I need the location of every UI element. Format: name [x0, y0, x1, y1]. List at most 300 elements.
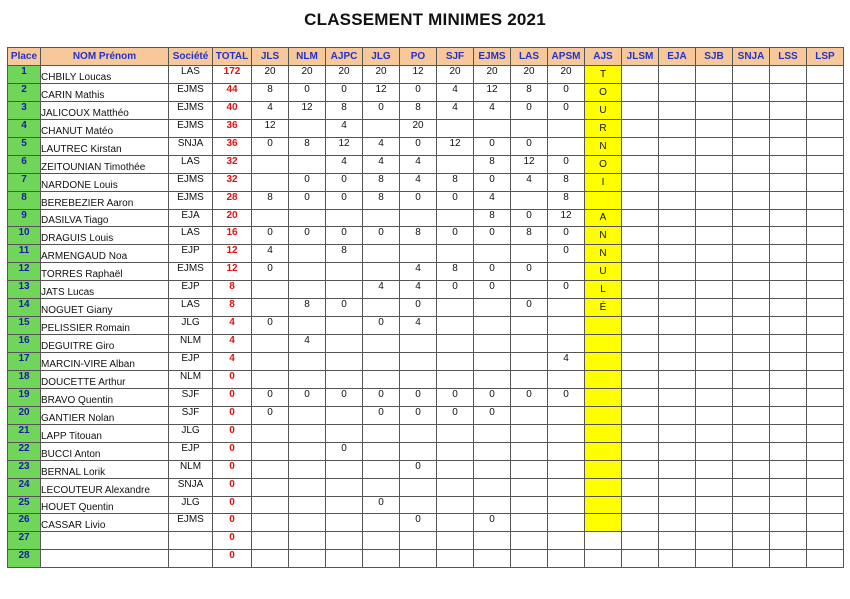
score-cell: 0	[437, 406, 474, 424]
score-cell	[326, 550, 363, 568]
score-cell: 0	[474, 388, 511, 406]
score-cell	[437, 155, 474, 173]
empty-score-cell	[733, 66, 770, 84]
score-cell: 0	[548, 101, 585, 119]
empty-score-cell	[733, 281, 770, 299]
ajs-cell: R	[585, 119, 622, 137]
score-cell: 0	[326, 227, 363, 245]
score-cell	[511, 245, 548, 263]
ajs-cell: O	[585, 155, 622, 173]
score-cell	[474, 478, 511, 496]
column-header: EJA	[659, 48, 696, 66]
total-cell: 0	[213, 532, 252, 550]
score-cell: 0	[252, 137, 289, 155]
score-cell: 0	[400, 514, 437, 532]
score-cell	[474, 442, 511, 460]
score-cell: 0	[289, 83, 326, 101]
score-cell	[289, 424, 326, 442]
empty-score-cell	[696, 353, 733, 371]
empty-score-cell	[622, 388, 659, 406]
total-cell: 16	[213, 227, 252, 245]
score-cell	[289, 406, 326, 424]
table-row	[8, 263, 844, 281]
score-cell: 8	[511, 227, 548, 245]
empty-score-cell	[770, 550, 807, 568]
empty-score-cell	[770, 353, 807, 371]
column-header: Société	[169, 48, 213, 66]
ajs-cell: O	[585, 83, 622, 101]
name-cell: CASSAR Livio	[41, 514, 169, 532]
ajs-cell	[585, 478, 622, 496]
empty-score-cell	[622, 66, 659, 84]
score-cell	[289, 245, 326, 263]
score-cell: 0	[400, 83, 437, 101]
score-cell	[474, 317, 511, 335]
table-row	[8, 119, 844, 137]
score-cell	[289, 550, 326, 568]
total-cell: 0	[213, 550, 252, 568]
score-cell: 8	[474, 155, 511, 173]
total-cell: 36	[213, 119, 252, 137]
score-cell	[252, 353, 289, 371]
score-cell	[289, 532, 326, 550]
empty-score-cell	[659, 532, 696, 550]
total-cell: 44	[213, 83, 252, 101]
empty-score-cell	[807, 173, 844, 191]
empty-score-cell	[696, 209, 733, 227]
score-cell: 20	[363, 66, 400, 84]
score-cell	[363, 119, 400, 137]
score-cell	[363, 263, 400, 281]
score-cell: 8	[326, 245, 363, 263]
score-cell	[474, 370, 511, 388]
score-cell	[548, 299, 585, 317]
name-cell: DASILVA Tiago	[41, 209, 169, 227]
score-cell	[511, 281, 548, 299]
score-cell: 0	[252, 388, 289, 406]
score-cell	[548, 137, 585, 155]
empty-score-cell	[733, 227, 770, 245]
score-cell: 8	[511, 83, 548, 101]
score-cell: 0	[289, 173, 326, 191]
score-cell: 0	[252, 263, 289, 281]
score-cell	[437, 209, 474, 227]
empty-score-cell	[807, 514, 844, 532]
empty-score-cell	[807, 424, 844, 442]
score-cell: 0	[400, 388, 437, 406]
score-cell: 20	[511, 66, 548, 84]
societe-cell: EJMS	[169, 101, 213, 119]
score-cell: 4	[363, 155, 400, 173]
empty-score-cell	[770, 137, 807, 155]
score-cell	[326, 478, 363, 496]
score-cell: 0	[511, 388, 548, 406]
score-cell	[289, 317, 326, 335]
empty-score-cell	[807, 532, 844, 550]
ranking-table	[7, 47, 844, 568]
societe-cell: SNJA	[169, 478, 213, 496]
score-cell	[400, 496, 437, 514]
score-cell	[437, 245, 474, 263]
empty-score-cell	[770, 245, 807, 263]
empty-score-cell	[770, 299, 807, 317]
score-cell: 8	[474, 209, 511, 227]
societe-cell: EJP	[169, 442, 213, 460]
empty-score-cell	[622, 173, 659, 191]
societe-cell: SNJA	[169, 137, 213, 155]
place-cell: 11	[8, 245, 41, 263]
score-cell: 0	[326, 442, 363, 460]
empty-score-cell	[733, 317, 770, 335]
score-cell: 4	[511, 173, 548, 191]
score-cell	[289, 353, 326, 371]
column-header: EJMS	[474, 48, 511, 66]
score-cell: 4	[252, 245, 289, 263]
name-cell: PELISSIER Romain	[41, 317, 169, 335]
empty-score-cell	[807, 191, 844, 209]
ajs-cell	[585, 460, 622, 478]
total-cell: 8	[213, 299, 252, 317]
empty-score-cell	[807, 353, 844, 371]
score-cell: 4	[363, 137, 400, 155]
score-cell: 0	[400, 406, 437, 424]
empty-score-cell	[659, 137, 696, 155]
societe-cell: EJP	[169, 353, 213, 371]
score-cell: 0	[289, 227, 326, 245]
empty-score-cell	[807, 496, 844, 514]
score-cell	[511, 406, 548, 424]
score-cell	[326, 496, 363, 514]
score-cell	[252, 478, 289, 496]
score-cell: 8	[252, 83, 289, 101]
table-row	[8, 155, 844, 173]
score-cell	[548, 335, 585, 353]
score-cell: 4	[400, 281, 437, 299]
score-cell	[548, 406, 585, 424]
empty-score-cell	[696, 532, 733, 550]
societe-cell: EJMS	[169, 263, 213, 281]
score-cell: 0	[474, 137, 511, 155]
total-cell: 8	[213, 281, 252, 299]
column-header: JLG	[363, 48, 400, 66]
empty-score-cell	[733, 388, 770, 406]
ajs-cell	[585, 442, 622, 460]
empty-score-cell	[733, 299, 770, 317]
place-cell: 9	[8, 209, 41, 227]
score-cell	[548, 478, 585, 496]
score-cell	[363, 442, 400, 460]
empty-score-cell	[659, 66, 696, 84]
societe-cell: JLG	[169, 496, 213, 514]
empty-score-cell	[733, 406, 770, 424]
empty-score-cell	[659, 514, 696, 532]
total-cell: 0	[213, 442, 252, 460]
ajs-cell	[585, 406, 622, 424]
empty-score-cell	[622, 263, 659, 281]
empty-score-cell	[696, 335, 733, 353]
empty-score-cell	[622, 227, 659, 245]
score-cell: 12	[326, 137, 363, 155]
score-cell	[511, 335, 548, 353]
score-cell: 8	[548, 191, 585, 209]
column-header: SJF	[437, 48, 474, 66]
empty-score-cell	[807, 263, 844, 281]
score-cell	[400, 442, 437, 460]
score-cell	[437, 317, 474, 335]
score-cell: 0	[474, 514, 511, 532]
empty-score-cell	[622, 353, 659, 371]
ajs-cell	[585, 191, 622, 209]
empty-score-cell	[659, 173, 696, 191]
table-row	[8, 532, 844, 550]
empty-score-cell	[807, 119, 844, 137]
column-header: NOM Prénom	[41, 48, 169, 66]
score-cell: 0	[548, 155, 585, 173]
column-header: NLM	[289, 48, 326, 66]
score-cell: 0	[363, 101, 400, 119]
total-cell: 32	[213, 173, 252, 191]
name-cell: CHANUT Matéo	[41, 119, 169, 137]
column-header: TOTAL	[213, 48, 252, 66]
empty-score-cell	[733, 353, 770, 371]
score-cell: 0	[437, 191, 474, 209]
score-cell: 8	[252, 191, 289, 209]
score-cell	[511, 424, 548, 442]
score-cell	[474, 532, 511, 550]
score-cell: 0	[252, 227, 289, 245]
empty-score-cell	[770, 514, 807, 532]
empty-score-cell	[659, 209, 696, 227]
empty-score-cell	[770, 101, 807, 119]
score-cell	[400, 478, 437, 496]
ajs-cell: L	[585, 281, 622, 299]
score-cell	[400, 209, 437, 227]
place-cell: 22	[8, 442, 41, 460]
empty-score-cell	[622, 191, 659, 209]
score-cell	[363, 550, 400, 568]
score-cell	[326, 209, 363, 227]
score-cell	[326, 281, 363, 299]
score-cell	[548, 550, 585, 568]
ajs-cell: I	[585, 173, 622, 191]
score-cell	[474, 119, 511, 137]
empty-score-cell	[659, 353, 696, 371]
empty-score-cell	[807, 478, 844, 496]
place-cell: 10	[8, 227, 41, 245]
score-cell: 0	[400, 191, 437, 209]
score-cell	[437, 532, 474, 550]
empty-score-cell	[622, 496, 659, 514]
empty-score-cell	[622, 101, 659, 119]
empty-score-cell	[770, 263, 807, 281]
societe-cell: EJMS	[169, 83, 213, 101]
score-cell	[437, 353, 474, 371]
societe-cell: LAS	[169, 155, 213, 173]
score-cell: 8	[400, 101, 437, 119]
societe-cell: SJF	[169, 406, 213, 424]
name-cell: BEREBEZIER Aaron	[41, 191, 169, 209]
place-cell: 16	[8, 335, 41, 353]
total-cell: 0	[213, 370, 252, 388]
score-cell	[326, 370, 363, 388]
empty-score-cell	[733, 263, 770, 281]
name-cell: HOUET Quentin	[41, 496, 169, 514]
place-cell: 15	[8, 317, 41, 335]
score-cell: 0	[474, 173, 511, 191]
place-cell: 21	[8, 424, 41, 442]
empty-score-cell	[659, 496, 696, 514]
empty-score-cell	[733, 119, 770, 137]
total-cell: 32	[213, 155, 252, 173]
empty-score-cell	[807, 299, 844, 317]
score-cell: 4	[252, 101, 289, 119]
name-cell: BUCCI Anton	[41, 442, 169, 460]
empty-score-cell	[696, 406, 733, 424]
empty-score-cell	[770, 496, 807, 514]
score-cell: 8	[437, 173, 474, 191]
empty-score-cell	[807, 442, 844, 460]
score-cell	[289, 119, 326, 137]
score-cell	[289, 496, 326, 514]
score-cell: 0	[474, 406, 511, 424]
empty-score-cell	[696, 173, 733, 191]
score-cell	[326, 424, 363, 442]
ajs-cell: T	[585, 66, 622, 84]
societe-cell: LAS	[169, 227, 213, 245]
table-header-row	[8, 48, 844, 66]
score-cell	[511, 496, 548, 514]
empty-score-cell	[659, 245, 696, 263]
score-cell: 4	[400, 155, 437, 173]
empty-score-cell	[696, 245, 733, 263]
table-row	[8, 245, 844, 263]
score-cell: 0	[437, 227, 474, 245]
table-row	[8, 209, 844, 227]
place-cell: 8	[8, 191, 41, 209]
empty-score-cell	[807, 335, 844, 353]
name-cell: LAUTREC Kirstan	[41, 137, 169, 155]
empty-score-cell	[622, 119, 659, 137]
empty-score-cell	[622, 155, 659, 173]
score-cell	[474, 550, 511, 568]
empty-score-cell	[659, 317, 696, 335]
empty-score-cell	[770, 388, 807, 406]
score-cell: 4	[326, 119, 363, 137]
societe-cell: EJP	[169, 281, 213, 299]
total-cell: 0	[213, 496, 252, 514]
name-cell: ARMENGAUD Noa	[41, 245, 169, 263]
societe-cell: LAS	[169, 299, 213, 317]
score-cell	[363, 424, 400, 442]
score-cell	[363, 514, 400, 532]
place-cell: 27	[8, 532, 41, 550]
table-row	[8, 227, 844, 245]
name-cell: MARCIN-VIRE Alban	[41, 353, 169, 371]
societe-cell: NLM	[169, 335, 213, 353]
empty-score-cell	[622, 442, 659, 460]
score-cell	[511, 353, 548, 371]
ajs-cell	[585, 514, 622, 532]
score-cell	[326, 263, 363, 281]
score-cell: 8	[363, 173, 400, 191]
place-cell: 12	[8, 263, 41, 281]
total-cell: 0	[213, 406, 252, 424]
score-cell	[548, 532, 585, 550]
score-cell	[548, 370, 585, 388]
score-cell	[437, 370, 474, 388]
score-cell	[363, 245, 400, 263]
score-cell: 12	[511, 155, 548, 173]
empty-score-cell	[659, 119, 696, 137]
score-cell: 0	[289, 388, 326, 406]
score-cell	[474, 353, 511, 371]
score-cell	[289, 281, 326, 299]
score-cell: 0	[548, 83, 585, 101]
score-cell	[363, 299, 400, 317]
table-row	[8, 317, 844, 335]
empty-score-cell	[733, 209, 770, 227]
empty-score-cell	[807, 155, 844, 173]
empty-score-cell	[659, 155, 696, 173]
score-cell: 4	[400, 263, 437, 281]
score-cell: 0	[511, 101, 548, 119]
table-row	[8, 83, 844, 101]
total-cell: 172	[213, 66, 252, 84]
score-cell	[252, 424, 289, 442]
empty-score-cell	[622, 209, 659, 227]
place-cell: 24	[8, 478, 41, 496]
empty-score-cell	[659, 227, 696, 245]
score-cell	[326, 514, 363, 532]
empty-score-cell	[770, 460, 807, 478]
empty-score-cell	[659, 83, 696, 101]
score-cell	[326, 317, 363, 335]
place-cell: 6	[8, 155, 41, 173]
score-cell	[252, 460, 289, 478]
empty-score-cell	[622, 245, 659, 263]
name-cell: LECOUTEUR Alexandre	[41, 478, 169, 496]
societe-cell	[169, 550, 213, 568]
ajs-cell: N	[585, 137, 622, 155]
empty-score-cell	[696, 281, 733, 299]
score-cell: 12	[474, 83, 511, 101]
empty-score-cell	[807, 281, 844, 299]
empty-score-cell	[807, 245, 844, 263]
score-cell	[511, 191, 548, 209]
score-cell: 12	[363, 83, 400, 101]
name-cell: DEGUITRE Giro	[41, 335, 169, 353]
score-cell	[437, 550, 474, 568]
empty-score-cell	[622, 532, 659, 550]
score-cell	[548, 460, 585, 478]
empty-score-cell	[770, 442, 807, 460]
score-cell	[252, 514, 289, 532]
score-cell: 0	[548, 388, 585, 406]
ajs-cell	[585, 317, 622, 335]
score-cell	[511, 550, 548, 568]
score-cell: 4	[548, 353, 585, 371]
score-cell: 0	[400, 460, 437, 478]
table-row	[8, 496, 844, 514]
score-cell	[363, 370, 400, 388]
score-cell	[474, 460, 511, 478]
score-cell	[400, 335, 437, 353]
column-header: LAS	[511, 48, 548, 66]
empty-score-cell	[622, 299, 659, 317]
empty-score-cell	[696, 191, 733, 209]
score-cell	[474, 335, 511, 353]
score-cell: 20	[252, 66, 289, 84]
